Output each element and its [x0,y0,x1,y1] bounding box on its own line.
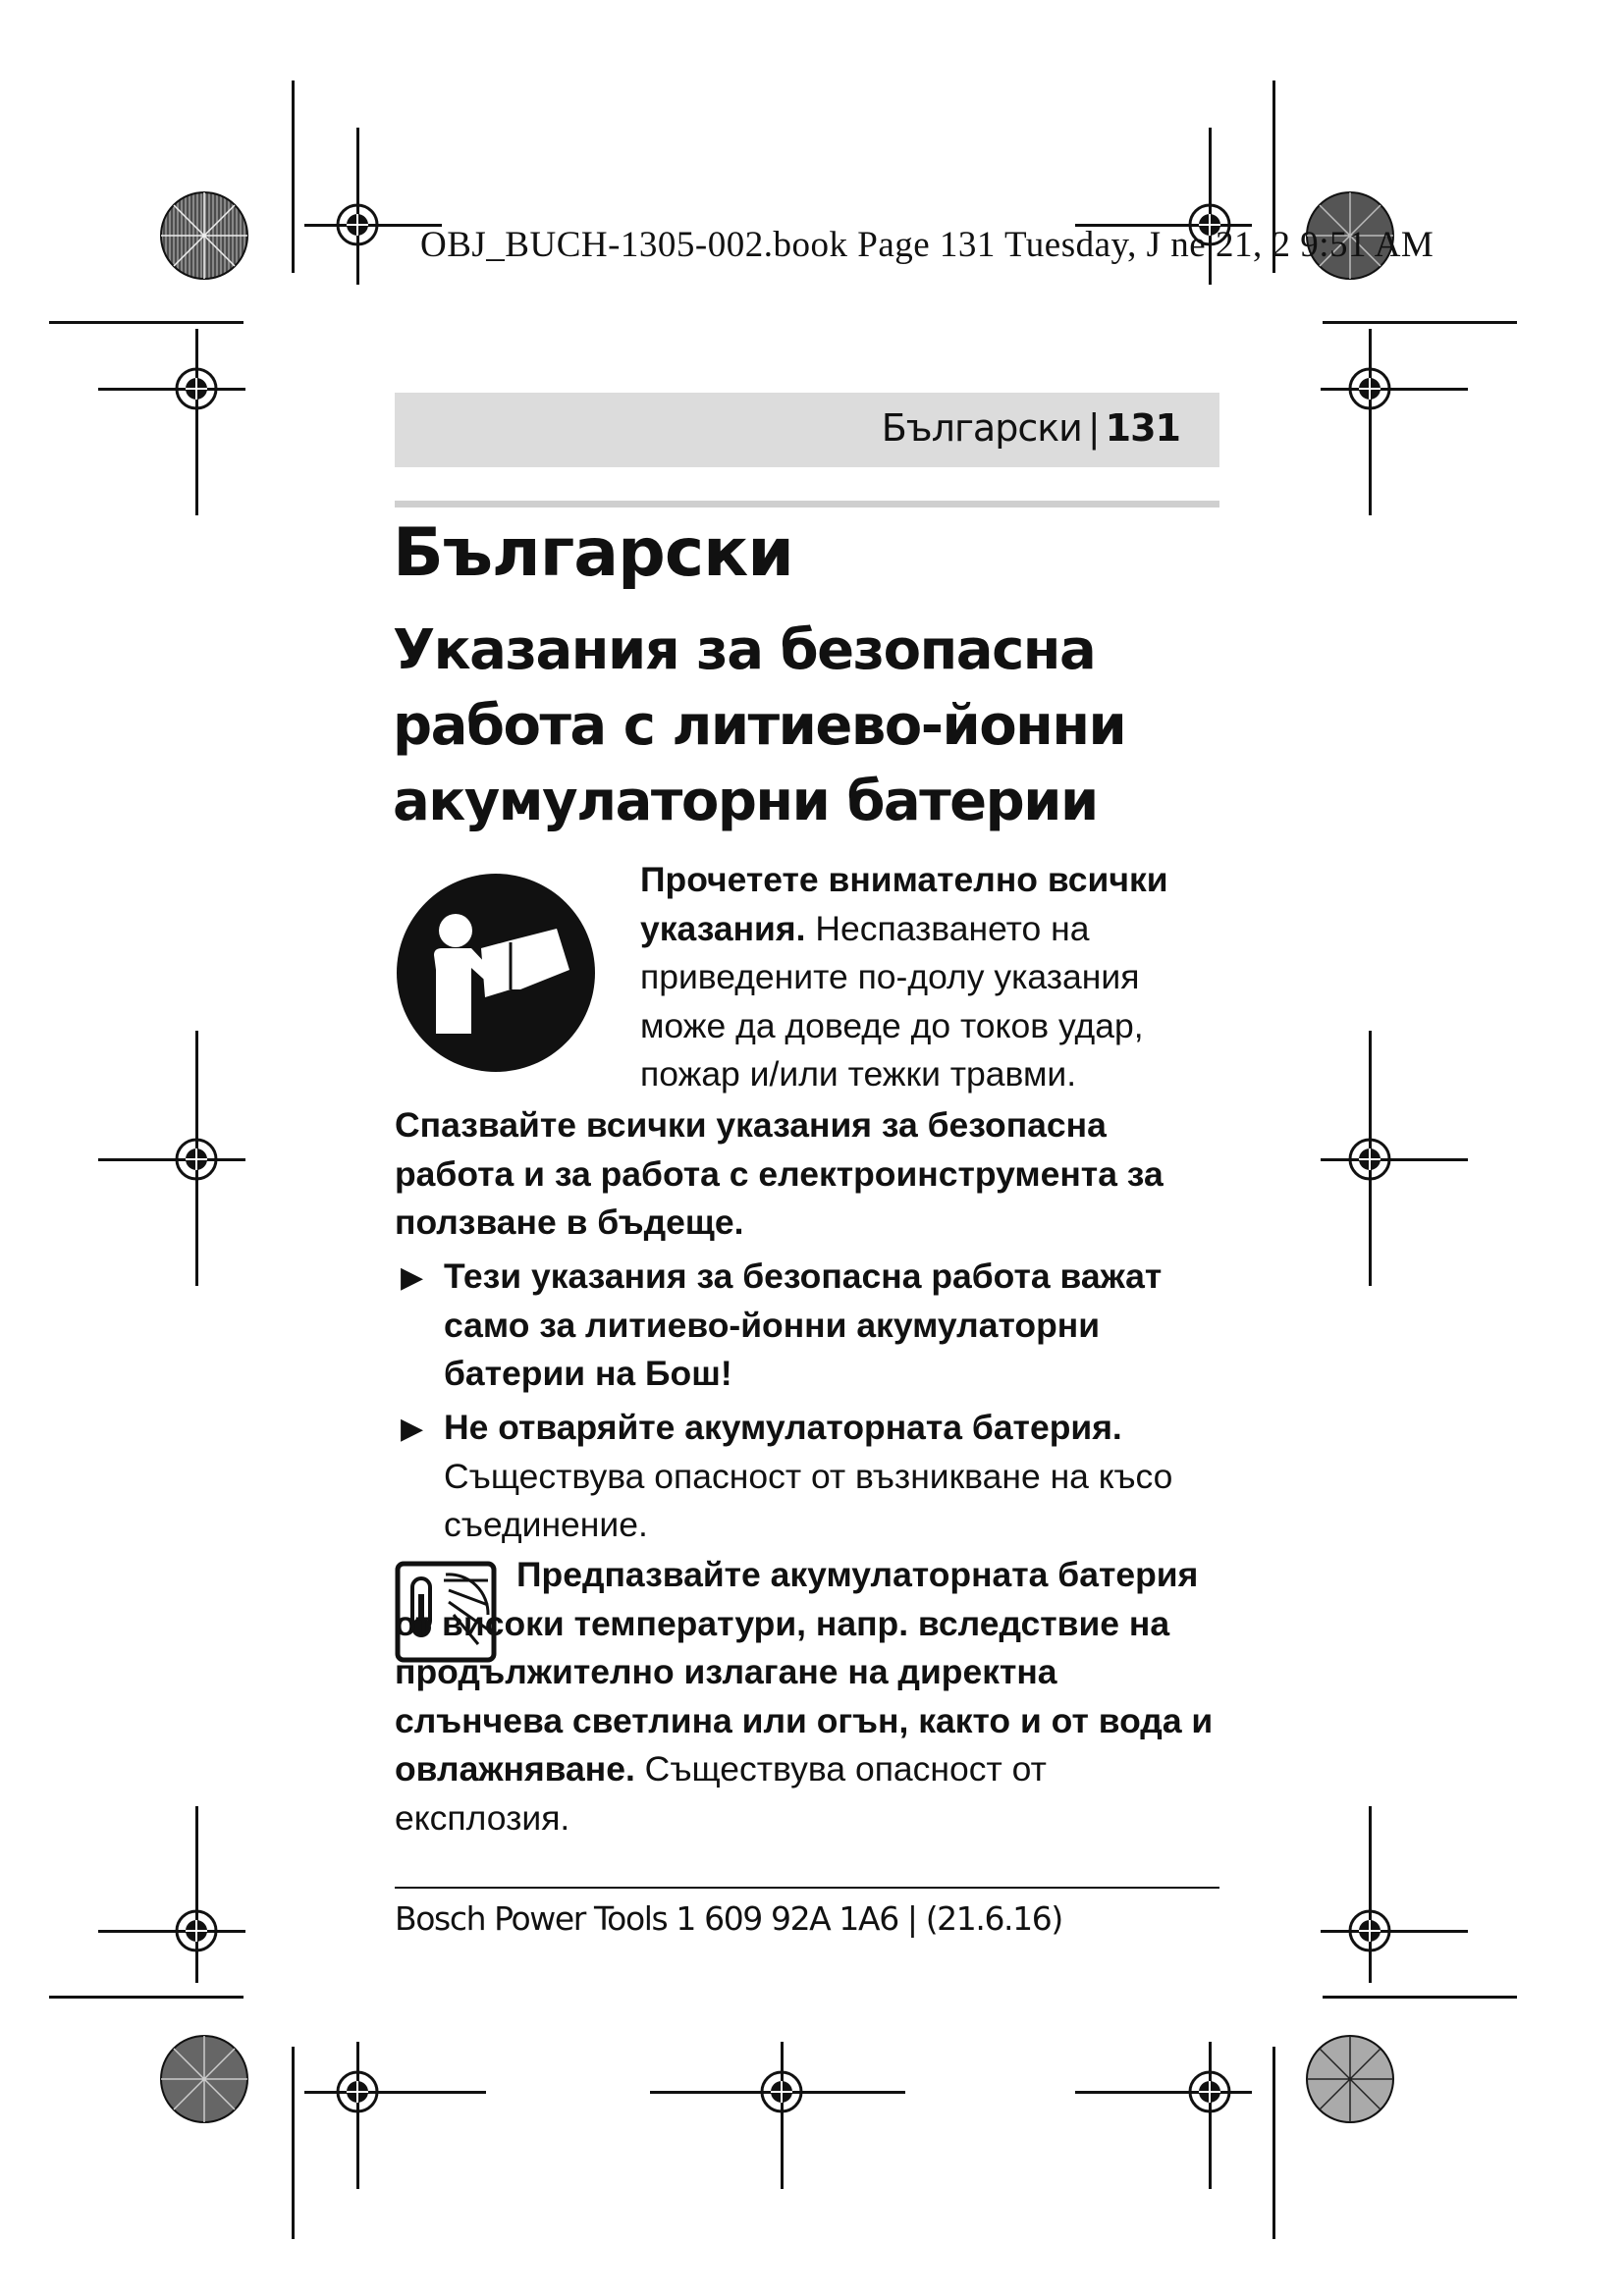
crop-mark [1323,1996,1517,1999]
footer-text: Bosch Power Tools 1 609 92A 1A6 | (21.6.16) [395,1899,1062,1938]
registration-target-icon [328,2062,387,2121]
keep-instructions-paragraph: Спазвайте всички указания за безопасна работа и за работа с електроинструмента за ползване в бъдеще. [395,1105,1164,1242]
header-separator: | [1087,406,1100,450]
bullet-bold: Тези указания за безопасна работа важат само за литиево-йонни акумулаторни батерии на Бош! [444,1256,1163,1393]
print-slug-line: OBJ_BUCH-1305-002.book Page 131 Tuesday, J ne 21, 2 9:51 AM [420,225,1435,265]
registration-target-icon [1180,2062,1239,2121]
crop-mark [49,321,244,324]
registration-target-icon [1340,1901,1399,1960]
registration-target-icon [1340,1130,1399,1189]
bullet-triangle-icon: ▶ [401,1261,424,1294]
registration-target-icon [167,359,226,418]
read-instructions-text: Неспазването на приведените по-долу указания може да доведе до токов удар, пожар и/или тежки травми. [640,908,1144,1094]
registration-target-icon [167,1130,226,1189]
registration-target-icon [167,1901,226,1960]
heat-warning-bold: Предпазвайте акумулаторната батерия от високи температури, напр. вследствие на продължително излагане на директна слънчева светлина или огън, както и от вода и овлажняване. [395,1555,1214,1789]
footer-rule [395,1887,1219,1889]
registration-target-icon [752,2062,811,2121]
star-target-icon [159,190,249,281]
star-target-icon [1305,2034,1395,2124]
read-instructions-bold: Прочетете внимателно всички указания. [640,860,1168,948]
crop-mark [1323,321,1517,324]
registration-line [195,329,198,515]
star-target-icon [159,2034,249,2124]
section-title: Български [393,514,793,592]
heat-warning-text: Съществува опасност от експлозия. [395,1749,1047,1838]
read-manual-icon [395,872,597,1074]
running-header [395,393,1219,467]
registration-target-icon [1340,359,1399,418]
header-language: Български [881,406,1082,450]
bullet-triangle-icon: ▶ [401,1413,424,1445]
page-number: 131 [1105,406,1180,450]
bullet-item [444,1253,1249,1399]
read-instructions-paragraph [640,856,1229,1099]
bullet-text: Съществува опасност от възникване на късо съединение. [444,1456,1173,1544]
heat-warning-paragraph [395,1551,1229,1842]
registration-target-icon [328,195,387,254]
crop-mark [1272,2047,1275,2239]
bullet-item [444,1404,1229,1550]
subtitle: Указания за безопасна работа с литиево-йонни акумулаторни батерии [393,618,1126,833]
header-text [882,406,1180,450]
bullet-bold: Не отваряйте акумулаторната батерия. [444,1408,1122,1447]
header-rule [395,501,1219,507]
crop-mark [292,2047,295,2239]
registration-line [1369,329,1372,515]
crop-mark [292,80,295,273]
crop-mark [49,1996,244,1999]
